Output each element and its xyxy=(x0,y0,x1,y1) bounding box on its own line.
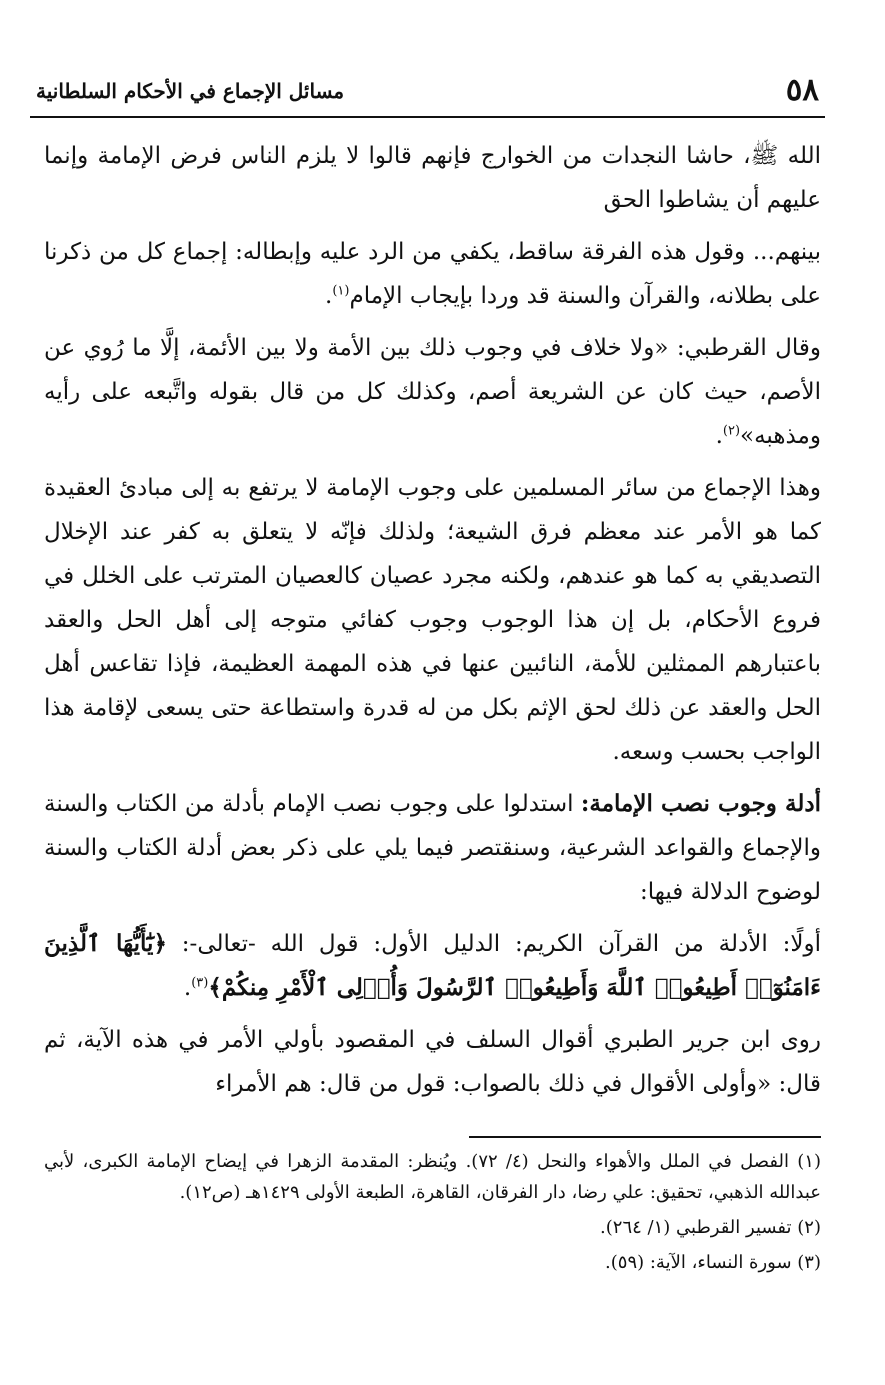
footnote-2: (٢) تفسير القرطبي (١/ ٢٦٤). xyxy=(600,1217,821,1238)
paragraph-6-end: . xyxy=(183,975,192,1001)
footnotes xyxy=(44,1146,821,1282)
page-header xyxy=(30,68,825,118)
paragraph-1-text: الله ﷺ، حاشا النجدات من الخوارج فإنهم قالوا لا يلزم الناس فرض الإمامة وإنما عليهم أن يشاطوا الحق xyxy=(44,143,821,213)
paragraph-2-end: . xyxy=(325,283,333,309)
paragraph-3-end: . xyxy=(715,423,723,449)
section-heading-evidence: أدلة وجوب نصب الإمامة: xyxy=(580,790,821,817)
paragraph-3-text: وقال القرطبي: «ولا خلاف في وجوب ذلك بين الأمة ولا بين الأئمة، إلَّا ما رُوي عن الأصم، حيث كان عن الشريعة أصم، وكذلك كل من قال بقوله واتَّبعه على رأيه ومذهبه» xyxy=(44,335,821,449)
paragraph-5-text: استدلوا على وجوب نصب الإمام بأدلة من الكتاب والسنة والإجماع والقواعد الشرعية، وسنقتصر فيما يلي على ذكر بعض أدلة الكتاب والسنة لوضوح الدلالة فيها: xyxy=(44,791,821,905)
running-title: مسائل الإجماع في الأحكام السلطانية xyxy=(36,79,345,103)
paragraph-4 xyxy=(44,466,821,774)
paragraph-7-text: روى ابن جرير الطبري أقوال السلف في المقصود بأولي الأمر في هذه الآية، ثم قال: «وأولى الأقوال في ذلك بالصواب: قول من قال: هم الأمراء xyxy=(44,1027,821,1097)
footnote-3: (٣) سورة النساء، الآية: (٥٩). xyxy=(605,1252,821,1273)
paragraph-6 xyxy=(44,922,821,1010)
footnote-divider xyxy=(469,1136,821,1138)
paragraph-2-text: بينهم... وقول هذه الفرقة ساقط، يكفي من الرد عليه وإبطاله: إجماع كل من ذكرنا على بطلانه، والقرآن والسنة قد وردا بإيجاب الإمام xyxy=(44,239,821,309)
footnote-1: (١) الفصل في الملل والأهواء والنحل (٤/ ٧٢). ويُنظر: المقدمة الزهرا في إيضاح الإمامة الكبرى، لأبي عبدالله الذهبي، تحقيق: علي رضا، دار الفرقان، القاهرة، الطبعة الأولى ١٤٢٩هـ (ص١٢). xyxy=(44,1151,821,1203)
paragraph-5 xyxy=(44,782,821,914)
footnote-ref-2[interactable]: (٢) xyxy=(722,423,741,439)
paragraph-7 xyxy=(44,1018,821,1106)
main-text xyxy=(44,134,821,1110)
paragraph-1 xyxy=(44,134,821,222)
paragraph-6-text: أولًا: الأدلة من القرآن الكريم: الدليل الأول: قول الله -تعالى-: xyxy=(166,931,821,957)
footnote-ref-3[interactable]: (٣) xyxy=(191,975,209,991)
paragraph-2 xyxy=(44,230,821,318)
paragraph-4-text: وهذا الإجماع من سائر المسلمين على وجوب الإمامة لا يرتفع به إلى مبادئ العقيدة كما هو الأمر عند معظم فرق الشيعة؛ ولذلك فإنّه لا يتعلق به كفر عند الإخلال التصديقي به كما هو عندهم، ولكنه مجرد عصيان كالعصيان المترتب على الخلل في فروع الأحكام، بل إن هذا الوجوب وجوب كفائي متوجه إلى أهل الحل والعقد باعتبارهم الممثلين للأمة، النائبين عنها في هذه المهمة العظيمة، فإذا تقاعس أهل الحل والعقد عن ذلك لحق الإثم بكل من له قدرة واستطاعة حتى يسعى لإقامة هذا الواجب بحسب وسعه. xyxy=(44,475,821,765)
header-divider xyxy=(30,116,825,118)
footnote-ref-1[interactable]: (١) xyxy=(332,283,350,299)
page-number: ٥٨ xyxy=(785,72,819,108)
paragraph-3 xyxy=(44,326,821,458)
quran-verse: ﴿يَٰٓأَيُّهَا ٱلَّذِينَ ءَامَنُوٓا۟ أَطِيعُوا۟ ٱللَّهَ وَأَطِيعُوا۟ ٱلرَّسُولَ وَأُو۟لِى ٱلْأَمْرِ مِنكُمْ﴾ xyxy=(44,930,821,1001)
